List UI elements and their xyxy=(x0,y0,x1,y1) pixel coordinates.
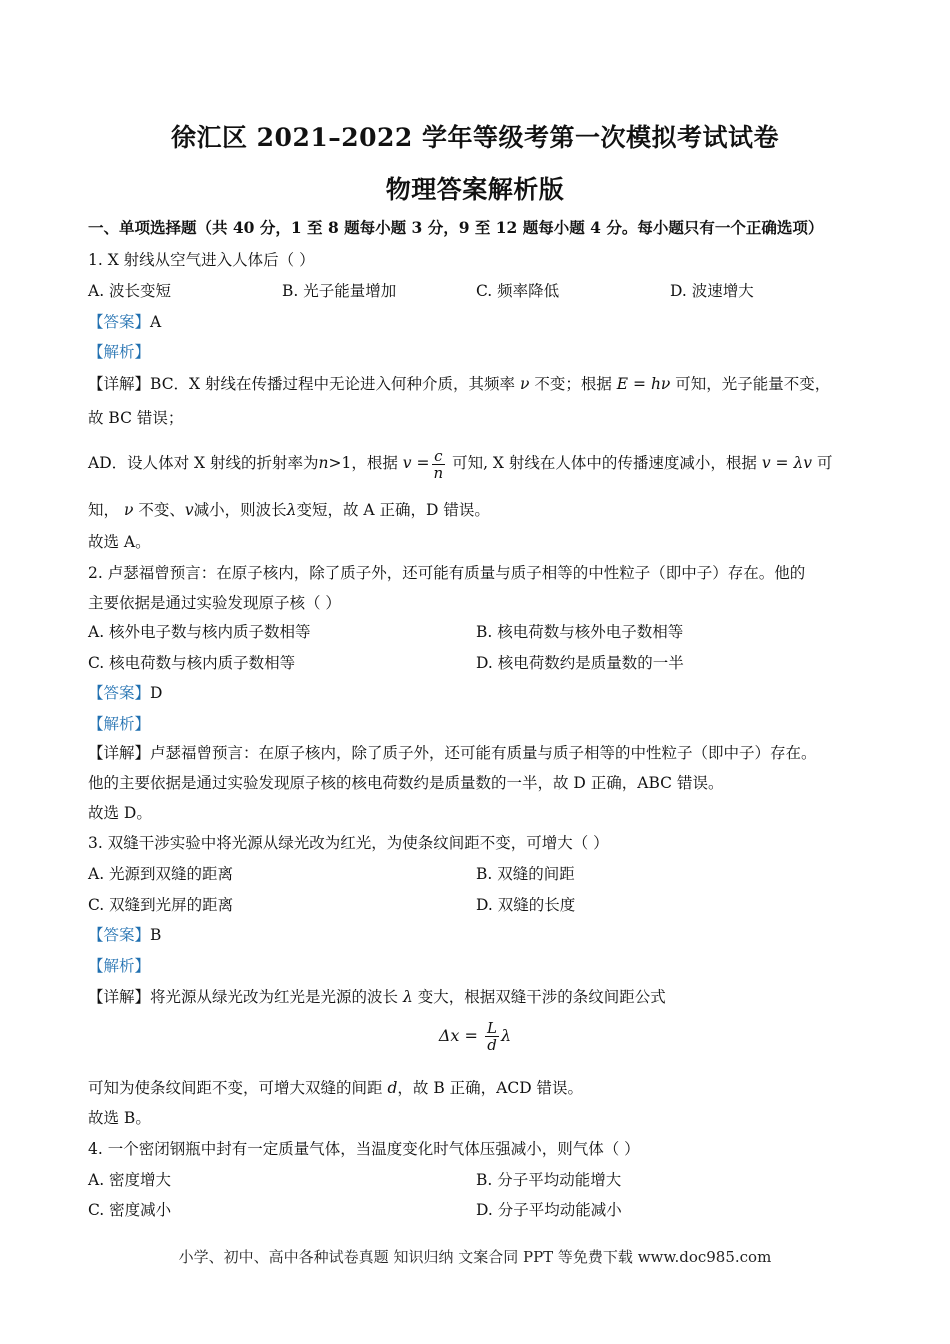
detail-tag: 【详解】 xyxy=(88,744,151,762)
q1-detail-line4 xyxy=(88,500,490,520)
q1-option-c: C. 频率降低 xyxy=(476,282,560,300)
fraction-denominator: n xyxy=(433,463,444,482)
detail-tag: 【详解】 xyxy=(88,988,151,1006)
detail-text: 知， xyxy=(88,501,120,519)
detail-text: 不变、 xyxy=(138,501,185,519)
v-symbol: v xyxy=(184,501,194,519)
q2-option-c: C. 核电荷数与核内质子数相等 xyxy=(88,654,296,672)
q4-option-a: A. 密度增大 xyxy=(88,1171,172,1189)
answer-value: B xyxy=(150,926,162,944)
document-subtitle: 物理答案解析版 xyxy=(385,175,565,204)
q3-answer xyxy=(88,925,161,945)
q4-option-d: D. 分子平均动能减小 xyxy=(476,1201,622,1219)
q3-option-b: B. 双缝的间距 xyxy=(476,865,575,883)
q3-option-d: D. 双缝的长度 xyxy=(476,896,576,914)
q2-option-b: B. 核电荷数与核外电子数相等 xyxy=(476,623,684,641)
section-heading: 一、单项选择题（共 40 分，1 至 8 题每小题 3 分，9 至 12 题每小题 4 分。每小题只有一个正确选项） xyxy=(88,218,824,237)
document-title: 徐汇区 2021–2022 学年等级考第一次模拟考试试卷 xyxy=(170,123,780,152)
fraction-numerator: c xyxy=(434,446,443,465)
q1-detail-line2: 故 BC 错误； xyxy=(88,409,184,427)
q1-detail-line3 xyxy=(88,446,832,481)
q3-option-c: C. 双缝到光屏的距离 xyxy=(88,896,234,914)
detail-text: 变短，故 A 正确，D 错误。 xyxy=(296,501,490,519)
velocity-fraction xyxy=(431,448,445,481)
fringe-spacing-equation xyxy=(0,1020,950,1053)
answer-tag: 【答案】 xyxy=(88,684,151,702)
detail-text: 可知为使条纹间距不变，可增大双缝的间距 xyxy=(88,1079,383,1097)
q1-option-a: A. 波长变短 xyxy=(88,282,172,300)
answer-value: A xyxy=(150,313,162,331)
q2-answer xyxy=(88,683,162,703)
q3-analysis-tag: 【解析】 xyxy=(88,957,151,975)
fraction-numerator: L xyxy=(487,1019,497,1037)
detail-text: ，故 B 正确，ACD 错误。 xyxy=(397,1079,584,1097)
question-2-stem-line1: 2. 卢瑟福曾预言：在原子核内，除了质子外，还可能有质量与质子相等的中性粒子（即中子）存在。他的 xyxy=(88,564,806,582)
q2-option-a: A. 核外电子数与核内质子数相等 xyxy=(88,623,311,641)
q1-conclusion: 故选 A。 xyxy=(88,533,151,551)
question-4-stem: 4. 一个密闭钢瓶中封有一定质量气体，当温度变化时气体压强减小，则气体（ ） xyxy=(88,1140,640,1158)
question-3-stem: 3. 双缝干涉实验中将光源从绿光改为红光，为使条纹间距不变，可增大（ ） xyxy=(88,834,609,852)
lambda-symbol: λ xyxy=(286,501,297,519)
detail-text: AD．设人体对 X 射线的折射率为 xyxy=(88,454,319,472)
lambda-symbol: λ xyxy=(402,988,413,1006)
detail-tag: 【详解】 xyxy=(88,375,151,393)
q1-analysis-tag: 【解析】 xyxy=(88,343,151,361)
energy-formula: E = hν xyxy=(616,375,671,393)
nu-symbol: ν xyxy=(519,375,530,393)
detail-text: BC．X 射线在传播过程中无论进入何种介质，其频率 xyxy=(150,375,516,393)
equation-right: λ xyxy=(501,1026,512,1045)
q1-detail-line1 xyxy=(88,374,830,394)
n-symbol: n xyxy=(318,454,329,472)
equation-left: Δx = xyxy=(438,1026,478,1045)
q3-option-a: A. 光源到双缝的距离 xyxy=(88,865,234,883)
q4-option-b: B. 分子平均动能增大 xyxy=(476,1171,622,1189)
q1-option-b: B. 光子能量增加 xyxy=(282,282,397,300)
velocity-formula-left: v = xyxy=(402,454,430,472)
detail-text: 可知, X 射线在人体中的传播速度减小，根据 xyxy=(452,454,757,472)
detail-text: 变大，根据双缝干涉的条纹间距公式 xyxy=(417,988,666,1006)
q2-conclusion: 故选 D。 xyxy=(88,804,152,822)
q2-analysis-tag: 【解析】 xyxy=(88,715,151,733)
equation-fraction xyxy=(485,1020,499,1053)
detail-text: 不变；根据 xyxy=(534,375,612,393)
detail-text: 可知，光子能量不变， xyxy=(675,375,831,393)
q1-option-d: D. 波速增大 xyxy=(670,282,754,300)
q3-detail-line2 xyxy=(88,1078,583,1098)
q3-detail-line1 xyxy=(88,987,666,1007)
d-symbol: d xyxy=(387,1079,398,1097)
answer-value: D xyxy=(150,684,163,702)
question-2-stem-line2: 主要依据是通过实验发现原子核（ ） xyxy=(88,594,341,612)
page-footer: 小学、初中、高中各种试卷真题 知识归纳 文案合同 PPT 等免费下载 www.doc985.com xyxy=(178,1248,772,1266)
q3-conclusion: 故选 B。 xyxy=(88,1109,151,1127)
q2-detail-line2: 他的主要依据是通过实验发现原子核的核电荷数约是质量数的一半，故 D 正确，ABC 错误。 xyxy=(88,774,724,792)
q4-option-c: C. 密度减小 xyxy=(88,1201,172,1219)
q2-option-d: D. 核电荷数约是质量数的一半 xyxy=(476,654,684,672)
q2-detail-line1 xyxy=(88,743,817,763)
q1-answer xyxy=(88,312,161,332)
detail-text: 卢瑟福曾预言：在原子核内，除了质子外，还可能有质量与质子相等的中性粒子（即中子）存在。 xyxy=(150,744,817,762)
answer-tag: 【答案】 xyxy=(88,313,151,331)
detail-text: >1，根据 xyxy=(328,454,398,472)
detail-text: 可 xyxy=(816,454,833,472)
fraction-denominator: d xyxy=(487,1036,497,1054)
question-1-stem: 1. X 射线从空气进入人体后（ ） xyxy=(88,251,315,269)
wave-formula: v = λv xyxy=(761,454,813,472)
answer-tag: 【答案】 xyxy=(88,926,151,944)
detail-text: 减小，则波长 xyxy=(193,501,287,519)
nu-symbol: ν xyxy=(123,501,134,519)
detail-text: 将光源从绿光改为红光是光源的波长 xyxy=(150,988,399,1006)
